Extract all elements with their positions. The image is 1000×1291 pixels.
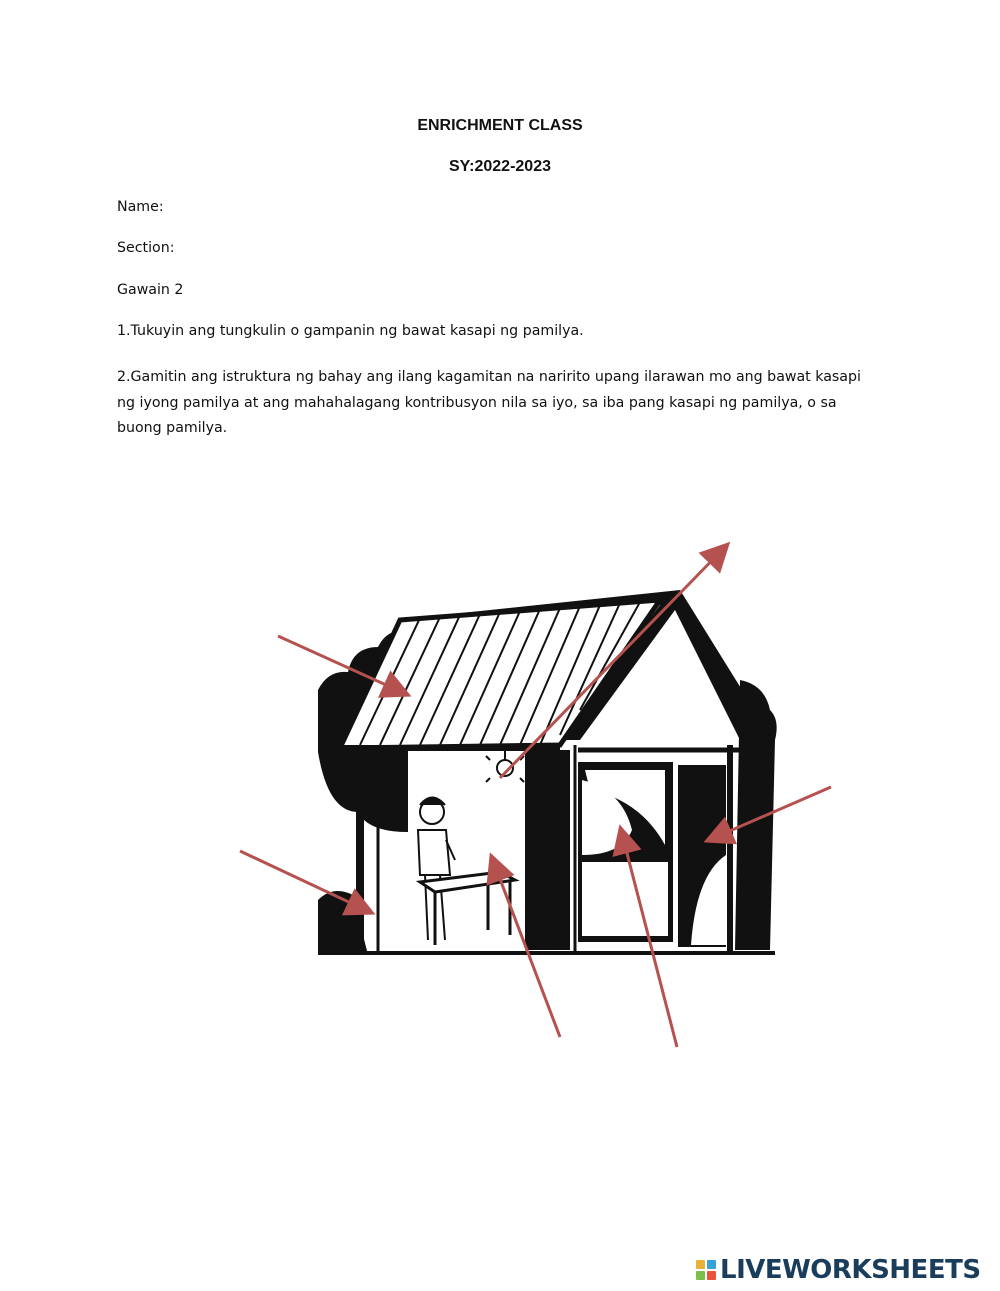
section-label: Section: xyxy=(117,240,175,256)
page-title: ENRICHMENT CLASS xyxy=(417,117,583,134)
name-label: Name: xyxy=(117,199,164,215)
liveworksheets-logo[interactable] xyxy=(696,1254,981,1286)
house-door xyxy=(678,765,726,947)
light-bulb xyxy=(486,748,524,782)
roof-panel xyxy=(338,600,660,748)
instruction-1: 1.Tukuyin ang tungkulin o gampanin ng bawat kasapi ng pamilya. xyxy=(117,323,584,339)
logo-blocks-icon xyxy=(696,1260,716,1280)
school-year: SY:2022-2023 xyxy=(449,158,551,175)
arrow-left-wall xyxy=(240,851,370,912)
brand-name: LIVEWORKSHEETS xyxy=(720,1255,981,1285)
instruction-2: 2.Gamitin ang istruktura ng bahay ang ilang kagamitan na naririto upang ilarawan mo ang bawat kasapi ng iyong pamilya at ang mahahalagang kontribusyon nila sa iyo, sa iba pang kasapi ng pamilya, o sa buong pamilya. xyxy=(117,369,861,436)
activity-title: Gawain 2 xyxy=(117,282,184,298)
